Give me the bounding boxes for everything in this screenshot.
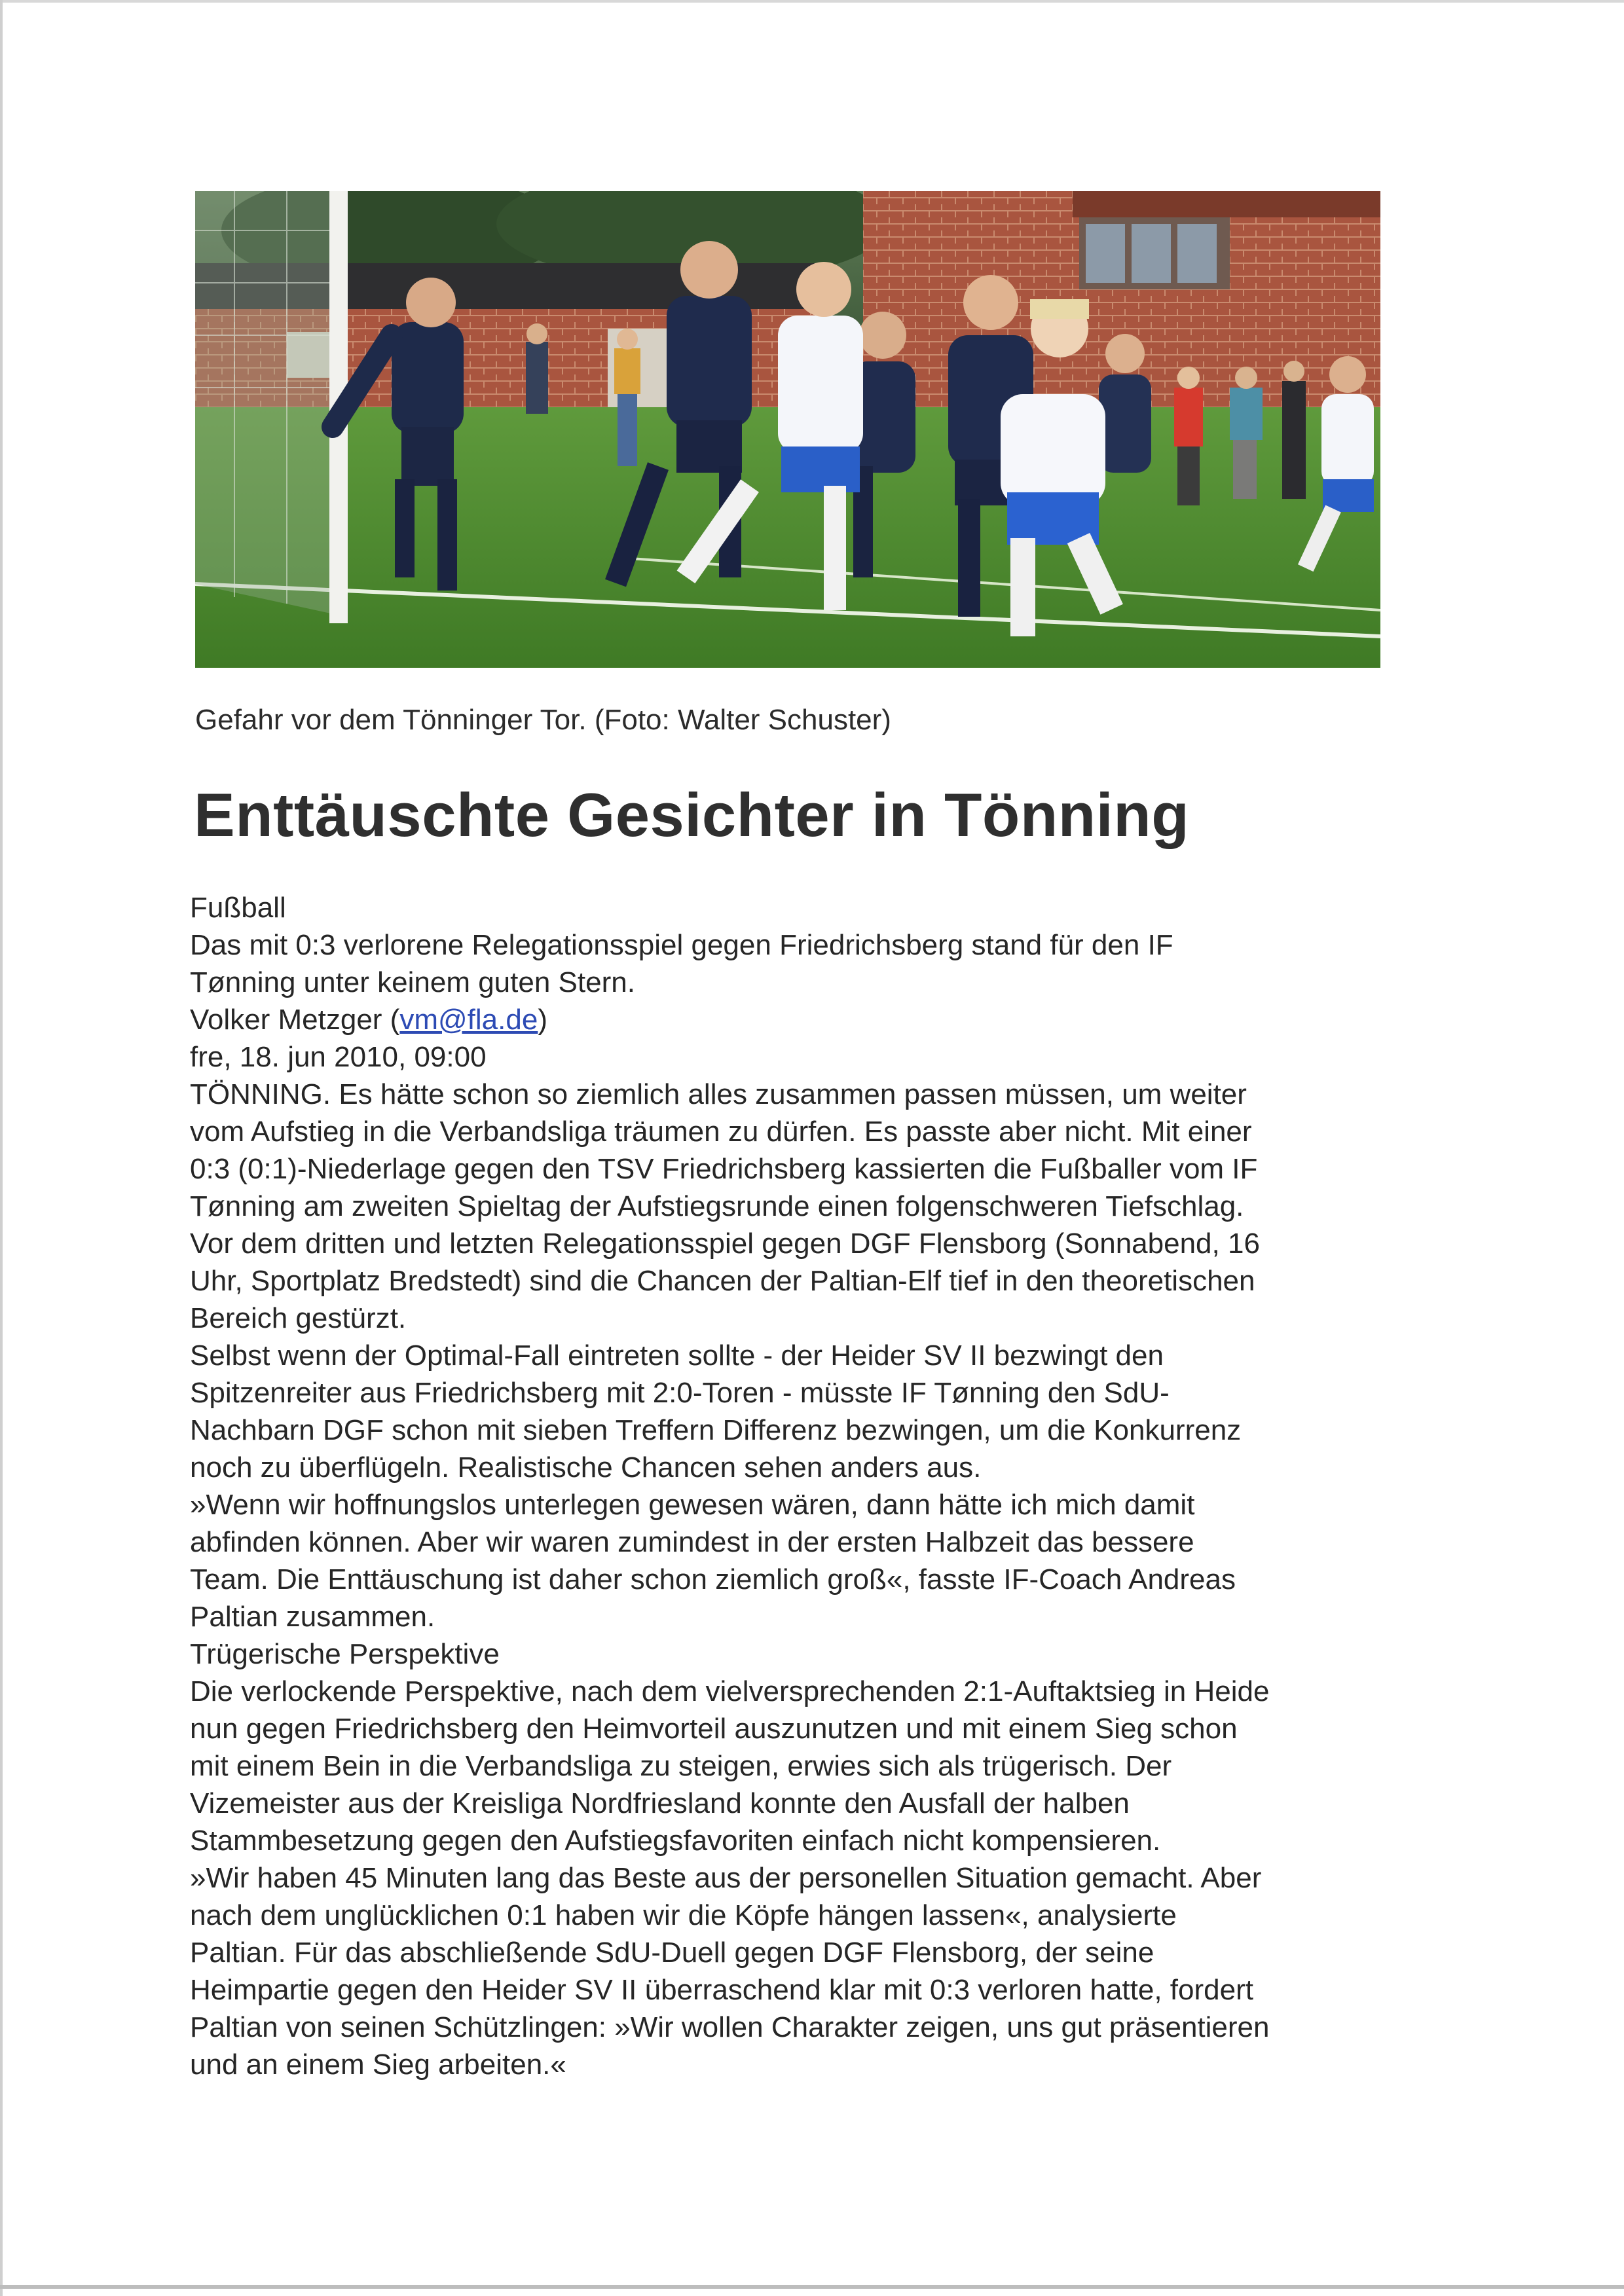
body-line: mit einem Bein in die Verbandsliga zu steigen, erwies sich als trügerisch. Der xyxy=(190,1750,1172,1782)
section-label: Fußball xyxy=(190,892,286,924)
body-line: Vor dem dritten und letzten Relegationsspiel gegen DGF Flensborg (Sonnabend, 16 xyxy=(190,1228,1260,1260)
body-line: »Wir haben 45 Minuten lang das Beste aus der personellen Situation gemacht. Aber xyxy=(190,1862,1262,1894)
body-line: 0:3 (0:1)-Niederlage gegen den TSV Friedrichsberg kassierten die Fußballer vom IF xyxy=(190,1153,1258,1185)
body-line: Die verlockende Perspektive, nach dem vielversprechenden 2:1-Auftaktsieg in Heide xyxy=(190,1675,1270,1707)
body-line: Uhr, Sportplatz Bredstedt) sind die Chancen der Paltian-Elf tief in den theoretischen xyxy=(190,1265,1255,1297)
soccer-match-photo-icon xyxy=(195,191,1380,668)
scan-edge-left xyxy=(0,0,3,2296)
body-line: Selbst wenn der Optimal-Fall eintreten sollte - der Heider SV II bezwingt den xyxy=(190,1339,1164,1372)
body-line: Paltian zusammen. xyxy=(190,1601,435,1633)
body-line: Paltian. Für das abschließende SdU-Duell gegen DGF Flensborg, der seine xyxy=(190,1937,1154,1969)
scan-edge-top xyxy=(0,0,1624,3)
body-line: abfinden können. Aber wir waren zumindest in der ersten Halbzeit das bessere xyxy=(190,1526,1194,1558)
body-line: vom Aufstieg in die Verbandsliga träumen zu dürfen. Es passte aber nicht. Mit einer xyxy=(190,1116,1252,1148)
scan-edge-bottom xyxy=(0,2285,1624,2289)
publish-date: fre, 18. jun 2010, 09:00 xyxy=(190,1041,487,1073)
author-close: ) xyxy=(538,1004,547,1036)
teaser-line: Das mit 0:3 verlorene Relegationsspiel gegen Friedrichsberg stand für den IF xyxy=(190,929,1173,961)
body-line: Tønning am zweiten Spieltag der Aufstiegsrunde einen folgenschweren Tiefschlag. xyxy=(190,1190,1244,1222)
body-line: Paltian von seinen Schützlingen: »Wir wollen Charakter zeigen, uns gut präsentieren xyxy=(190,2011,1270,2043)
subheading: Trügerische Perspektive xyxy=(190,1638,500,1670)
body-line: noch zu überflügeln. Realistische Chancen sehen anders aus. xyxy=(190,1451,982,1484)
body-line: und an einem Sieg arbeiten.« xyxy=(190,2049,566,2081)
body-line: Spitzenreiter aus Friedrichsberg mit 2:0-Toren - müsste IF Tønning den SdU- xyxy=(190,1377,1170,1409)
author-name: Volker Metzger ( xyxy=(190,1004,400,1036)
author-line xyxy=(190,1001,1434,1038)
photo-caption: Gefahr vor dem Tönninger Tor. (Foto: Walter Schuster) xyxy=(195,704,891,736)
body-line: Heimpartie gegen den Heider SV II überraschend klar mit 0:3 verloren hatte, fordert xyxy=(190,1974,1253,2006)
body-line: Team. Die Enttäuschung ist daher schon ziemlich groß«, fasste IF-Coach Andreas xyxy=(190,1563,1236,1595)
body-line: Vizemeister aus der Kreisliga Nordfriesland konnte den Ausfall der halben xyxy=(190,1787,1130,1819)
body-line: nun gegen Friedrichsberg den Heimvorteil auszunutzen und mit einem Sieg schon xyxy=(190,1713,1238,1745)
body-line: Stammbesetzung gegen den Aufstiegsfavoriten einfach nicht kompensieren. xyxy=(190,1825,1161,1857)
author-email-link[interactable]: vm@fla.de xyxy=(399,1004,538,1036)
article-body xyxy=(190,889,1434,2083)
body-line: Nachbarn DGF schon mit sieben Treffern Differenz bezwingen, um die Konkurrenz xyxy=(190,1414,1242,1446)
teaser-line: Tønning unter keinem guten Stern. xyxy=(190,966,635,998)
match-photo xyxy=(195,191,1380,668)
article-headline: Enttäuschte Gesichter in Tönning xyxy=(194,780,1190,849)
body-line: »Wenn wir hoffnungslos unterlegen gewesen wären, dann hätte ich mich damit xyxy=(190,1489,1195,1521)
body-line: TÖNNING. Es hätte schon so ziemlich alles zusammen passen müssen, um weiter xyxy=(190,1078,1247,1110)
body-line: nach dem unglücklichen 0:1 haben wir die Köpfe hängen lassen«, analysierte xyxy=(190,1899,1177,1931)
body-line: Bereich gestürzt. xyxy=(190,1302,407,1334)
